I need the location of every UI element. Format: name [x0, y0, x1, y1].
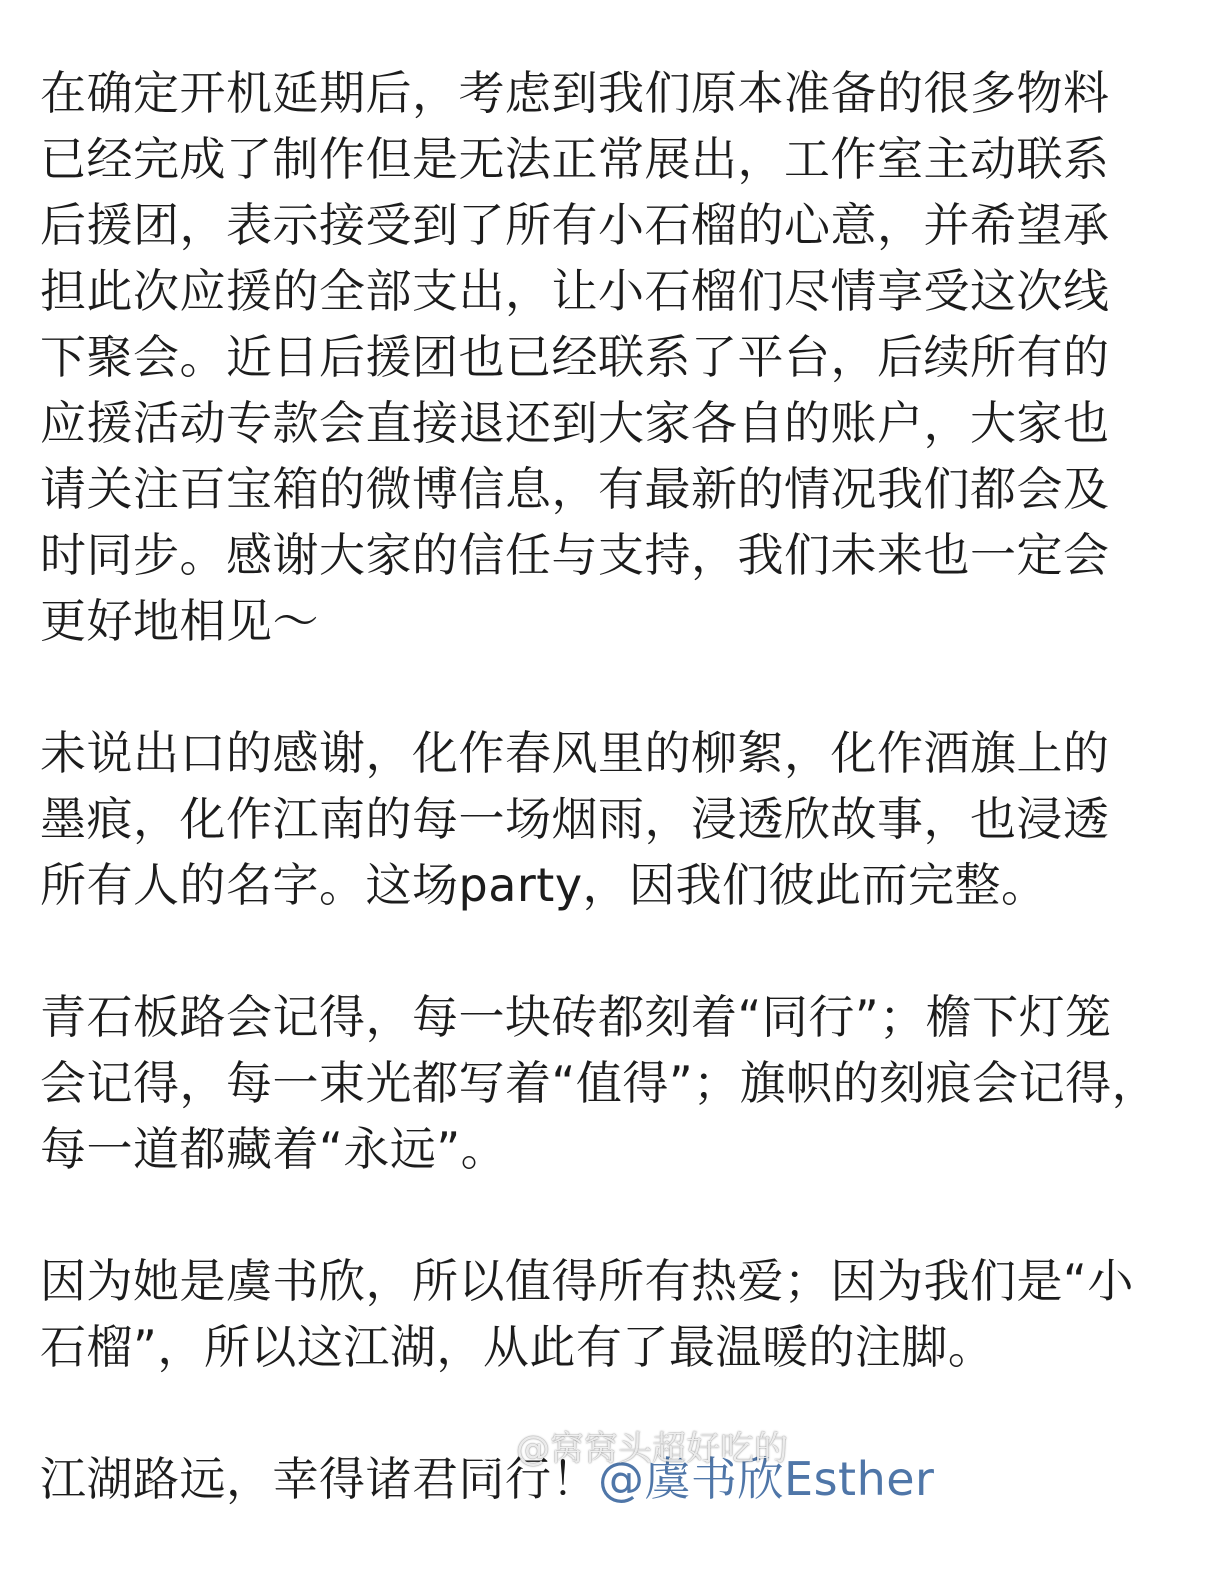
paragraph-3: [40, 984, 1190, 1182]
weibo-logo-icon: [480, 1434, 510, 1458]
text-line: 已经完成了制作但是无法正常展出，工作室主动联系: [40, 132, 1110, 186]
text-line: 每一道都藏着“永远”。: [40, 1122, 508, 1176]
watermark-text: @窝窝头超好吃的: [516, 1429, 788, 1469]
text-line: 时同步。感谢大家的信任与支持，我们未来也一定会: [40, 528, 1110, 582]
text-line: 下聚会。近日后援团也已经联系了平台，后续所有的: [40, 330, 1110, 384]
text-line: 担此次应援的全部支出，让小石榴们尽情享受这次线: [40, 264, 1110, 318]
text-line: 会记得，每一束光都写着“值得”；旗帜的刻痕会记得，: [40, 1056, 1159, 1110]
mention-link[interactable]: @虞书欣Esther: [598, 1452, 935, 1506]
paragraph-2: [40, 720, 1190, 918]
weibo-watermark: [480, 1421, 788, 1470]
text-line: 青石板路会记得，每一块砖都刻着“同行”；檐下灯笼: [40, 990, 1112, 1044]
text-line: 请关注百宝箱的微博信息，有最新的情况我们都会及: [40, 462, 1110, 516]
paragraph-4: [40, 1248, 1190, 1380]
text-line: 后援团，表示接受到了所有小石榴的心意，并希望承: [40, 198, 1110, 252]
text-line: 石榴”，所以这江湖，从此有了最温暖的注脚。: [40, 1320, 995, 1374]
closing-text: 江湖路远，幸得诸君同行！: [40, 1452, 598, 1506]
post-content: [40, 60, 1190, 1578]
text-line: 在确定开机延期后，考虑到我们原本准备的很多物料: [40, 66, 1110, 120]
text-line: 更好地相见～: [40, 594, 319, 648]
text-line: 未说出口的感谢，化作春风里的柳絮，化作酒旗上的: [40, 726, 1110, 780]
paragraph-1: [40, 60, 1190, 654]
text-line: 因为她是虞书欣，所以值得所有热爱；因为我们是“小: [40, 1254, 1134, 1308]
text-line: 墨痕，化作江南的每一场烟雨，浸透欣故事，也浸透: [40, 792, 1110, 846]
text-line: 所有人的名字。这场party，因我们彼此而完整。: [40, 858, 1048, 912]
text-line: 应援活动专款会直接退还到大家各自的账户，大家也: [40, 396, 1110, 450]
